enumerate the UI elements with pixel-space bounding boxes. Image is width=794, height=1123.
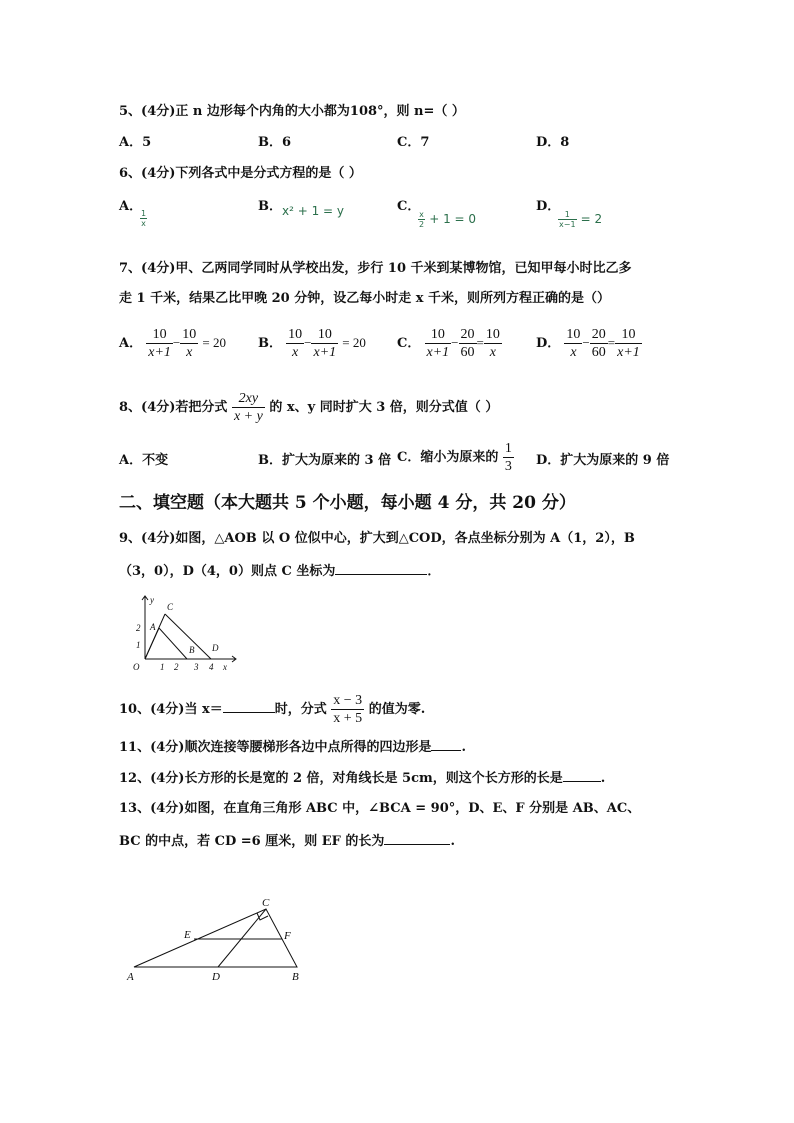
q11 [119,737,466,757]
q10 [119,692,425,727]
q5-option-d: D．8 [536,135,570,150]
q6-d-rest: = 2 [580,212,603,226]
q8-option-c [397,440,514,475]
q9-label-B: B [189,645,195,655]
q13-line2-end: . [450,834,455,849]
q9-tick-y1: 1 [136,640,141,650]
q7-stem-line2: 走 1 千米，结果乙比甲晚 20 分钟，设乙每小时走 x 千米，则所列方程正确的是（） [119,291,611,306]
q12-end: . [600,771,606,786]
q6-a-fraction [140,209,147,228]
q9-figure [128,592,240,672]
q9-line2 [119,561,440,581]
q6-a-den: x [141,219,146,228]
q8-stem-b: 的 x、y 同时扩大 3 倍，则分式值（ ） [269,400,499,415]
q6-d-den: x−1 [559,220,576,229]
q8-option-a: A．不变 [119,453,169,468]
q7-option-b [258,326,366,361]
q12 [119,768,605,788]
q7-d-num2: 20 [591,327,606,342]
q11-answer-blank [431,737,461,751]
q7-d-frac2 [590,326,608,361]
q9-tick-x2: 2 [174,662,179,672]
q7-c-frac1 [425,326,452,361]
q7-b-rhs: = 20 [342,335,366,350]
q7-d-frac3 [615,326,642,361]
q7-stem-line1: 7、(4分)甲、乙两同学同时从学校出发，步行 10 千米到某博物馆，已知甲每小时比乙多 [119,261,632,276]
q13-answer-blank [384,831,450,845]
q7-b-den2: x+1 [313,345,337,360]
q6-option-c [418,210,476,229]
q13-line2-text: BC 的中点，若 CD =6 厘米，则 EF 的长为 [119,834,385,849]
q8-option-c-den: 3 [504,459,512,474]
q7-a-frac2 [180,326,198,361]
q7-c-den1: x+1 [426,345,450,360]
q7-b-frac1 [286,326,304,361]
q7-option-a [119,326,226,361]
q7-label-d: D． [536,336,561,351]
q7-b-num1: 10 [288,327,303,342]
q5-stem: 5、(4分)正 n 边形每个内角的大小都为108°，则 n=（ ） [119,104,465,119]
q7-a-num2: 10 [182,327,197,342]
q9-tick-x3: 3 [194,662,199,672]
q9-tick-x4: 4 [209,662,214,672]
q6-c-rest: + 1 = 0 [429,212,477,226]
q8-stem-a: 8、(4分)若把分式 [119,400,228,415]
q10-fraction [331,692,364,727]
section-heading: 二、填空题（本大题共 5 个小题，每小题 4 分，共 20 分） [119,493,576,513]
q6-label-d: D． [536,199,561,214]
q8-frac-num: 2xy [232,390,265,408]
q6-option-d [558,210,602,229]
q10-text-b: 时，分式 [274,702,327,717]
q9-seg-AB [159,628,187,659]
q9-line2-text: （3，0），D（4，0）则点 C 坐标为 [119,564,336,579]
q6-b-expr: x² + 1 = y [282,204,345,218]
q8-stem [119,390,498,425]
q6-option-a [140,209,147,228]
q6-c-fraction [418,210,425,229]
q9-label-D: D [212,643,219,653]
q5-option-a: A．5 [119,135,152,150]
q7-label-a: A． [119,336,143,351]
q7-a-rhs: = 20 [202,335,226,350]
q9-label-y: y [150,595,154,605]
q7-option-c [397,326,502,361]
q6-a-num: 1 [141,209,147,218]
q7-d-den3: x+1 [617,345,640,360]
q9-seg-OC [145,614,165,659]
q6-stem: 6、(4分)下列各式中是分式方程的是（ ） [119,166,362,181]
q11-text: 11、(4分)顺次连接等腰梯形各边中点所得的四边形是 [119,740,432,755]
q10-frac-den: x + 5 [333,711,363,726]
q7-d-den2: 60 [591,345,606,360]
q9-tick-y2: 2 [136,623,141,633]
q8-option-d: D．扩大为原来的 9 倍 [536,453,670,468]
q7-d-frac1 [564,326,582,361]
q6-c-den: 2 [419,220,425,229]
q10-answer-blank [223,699,275,713]
q13-label-B: B [292,971,299,983]
q6-label-b: B． [258,199,282,214]
q8-fraction [232,390,265,425]
q7-b-frac2 [311,326,338,361]
q8-frac-den: x + y [233,409,263,424]
q7-d-num3: 10 [615,326,642,344]
q6-label-c: C． [397,199,421,214]
q7-label-b: B． [258,336,282,351]
q13-label-D: D [212,971,220,983]
q7-c-den3: x [489,345,496,360]
q8-option-c-num: 1 [504,441,512,456]
q13-line1: 13、(4分)如图，在直角三角形 ABC 中，∠BCA = 90°，D、E、F 分别是 AB、AC、 [119,801,641,816]
q7-c-num1: 10 [425,326,452,344]
q5-option-b: B．6 [258,135,292,150]
q12-answer-blank [563,768,601,782]
q10-text-a: 10、(4分)当 x＝ [119,702,223,717]
q9-line1: 9、(4分)如图，△AOB 以 O 位似中心，扩大到△COD，各点坐标分别为 A（1，2），B [119,531,635,546]
q7-a-num1: 10 [146,326,173,344]
q9-tick-x1: 1 [160,662,165,672]
q7-d-op: − [582,335,590,350]
q13-right-angle-mark [257,913,268,920]
q7-c-op: − [451,335,459,350]
q7-option-d [536,326,642,361]
q7-b-den1: x [292,345,299,360]
q8-option-c-frac [503,440,514,475]
q7-a-op: − [172,335,181,350]
q9-label-C: C [167,602,174,612]
q7-a-frac1 [146,326,173,361]
q9-line2-end: ． [427,564,441,579]
q9-seg-CD [165,614,211,659]
q7-label-c: C． [397,336,421,351]
q8-option-b: B．扩大为原来的 3 倍 [258,453,392,468]
q7-c-num3: 10 [485,327,500,342]
q13-label-E: E [184,929,191,941]
q7-d-eq: = [607,335,616,350]
q7-a-den1: x+1 [148,345,171,360]
q6-c-num: x [419,210,424,219]
q7-c-num2: 20 [460,327,475,342]
q9-answer-blank [335,561,427,575]
q13-label-A: A [127,971,134,983]
q7-c-den2: 60 [460,345,475,360]
q7-b-op: − [304,335,312,350]
q13-label-C: C [262,897,270,909]
q13-figure [122,893,312,985]
q6-label-a: A． [119,199,143,214]
q6-d-num: 1 [558,210,577,220]
q5-option-c: C．7 [397,135,430,150]
q11-end: . [461,740,466,755]
q7-d-num1: 10 [566,327,581,342]
q7-d-den1: x [570,345,577,360]
q13-label-F: F [284,930,291,942]
q7-a-den2: x [186,345,193,360]
q9-label-O: O [133,662,140,672]
q7-c-frac3 [484,326,502,361]
q6-d-fraction [558,210,577,229]
q8-option-c-text: C．缩小为原来的 [397,450,499,465]
q10-text-c: 的值为零. [368,702,426,717]
q9-label-A: A [150,622,156,632]
q6-option-b [282,202,344,221]
q10-frac-num: x − 3 [333,693,363,708]
q13-line2 [119,831,455,851]
q13-triangle-abc [134,909,297,967]
q12-text: 12、(4分)长方形的长是宽的 2 倍，对角线长是 5cm，则这个长方形的长是 [119,771,563,786]
q7-b-num2: 10 [311,326,338,344]
q7-c-frac2 [459,326,477,361]
q7-c-eq: = [476,335,484,350]
q9-label-x: x [223,662,227,672]
